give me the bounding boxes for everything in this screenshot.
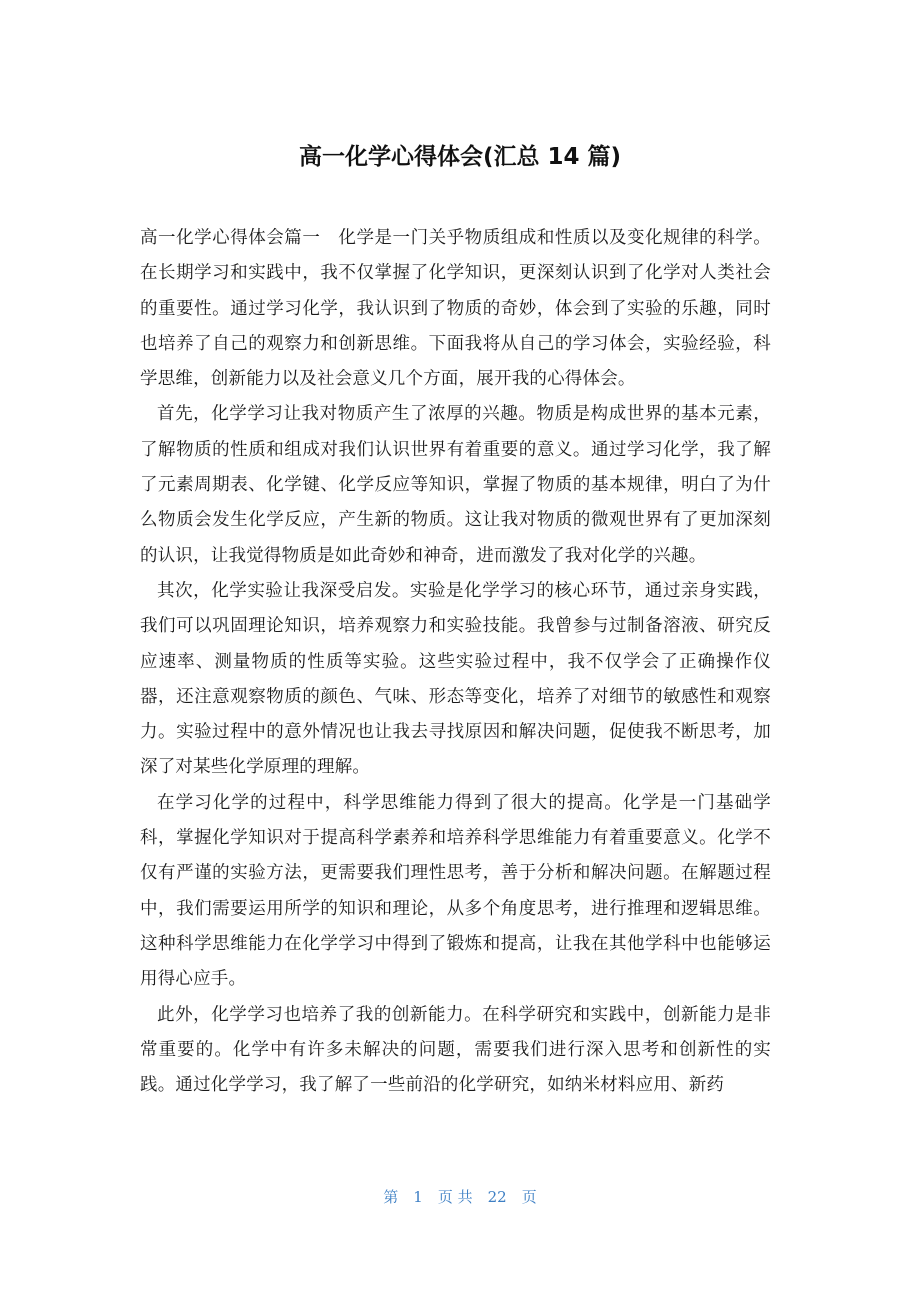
page-number-footer: 第 1 页 共 22 页 [383,1188,537,1206]
paragraph-5: 此外，化学学习也培养了我的创新能力。在科学研究和实践中，创新能力是非常重要的。化学中有许多未解决的问题，需要我们进行深入思考和创新性的实践。通过化学学习，我了解了一些前沿的化学研究，如纳米材料应用、新药 [140,1004,771,1096]
paragraph-1: 高一化学心得体会篇一 化学是一门关乎物质组成和性质以及变化规律的科学。在长期学习和实践中，我不仅掌握了化学知识，更深刻认识到了化学对人类社会的重要性。通过学习化学，我认识到了物质的奇妙，体会到了实验的乐趣，同时也培养了自己的观察力和创新思维。下面我将从自己的学习体会，实验经验，科学思维，创新能力以及社会意义几个方面，展开我的心得体会。 [140,228,771,390]
paragraph-4: 在学习化学的过程中，科学思维能力得到了很大的提高。化学是一门基础学科，掌握化学知识对于提高科学素养和培养科学思维能力有着重要意义。化学不仅有严谨的实验方法，更需要我们理性思考，善于分析和解决问题。在解题过程中，我们需要运用所学的知识和理论，从多个角度思考，进行推理和逻辑思维。这种科学思维能力在化学学习中得到了锻炼和提高，让我在其他学科中也能够运用得心应手。 [140,792,771,990]
page-title: 高一化学心得体会(汇总 14 篇) [298,144,622,170]
paragraph-2: 首先，化学学习让我对物质产生了浓厚的兴趣。物质是构成世界的基本元素，了解物质的性质和组成对我们认识世界有着重要的意义。通过学习化学，我了解了元素周期表、化学键、化学反应等知识，掌握了物质的基本规律，明白了为什么物质会发生化学反应，产生新的物质。这让我对物质的微观世界有了更加深刻的认识，让我觉得物质是如此奇妙和神奇，进而激发了我对化学的兴趣。 [140,404,771,566]
paragraph-3: 其次，化学实验让我深受启发。实验是化学学习的核心环节，通过亲身实践，我们可以巩固理论知识，培养观察力和实验技能。我曾参与过制备溶液、研究反应速率、测量物质的性质等实验。这些实验过程中，我不仅学会了正确操作仪器，还注意观察物质的颜色、气味、形态等变化，培养了对细节的敏感性和观察力。实验过程中的意外情况也让我去寻找原因和解决问题，促使我不断思考，加深了对某些化学原理的理解。 [140,580,771,778]
document-body [140,221,771,1103]
